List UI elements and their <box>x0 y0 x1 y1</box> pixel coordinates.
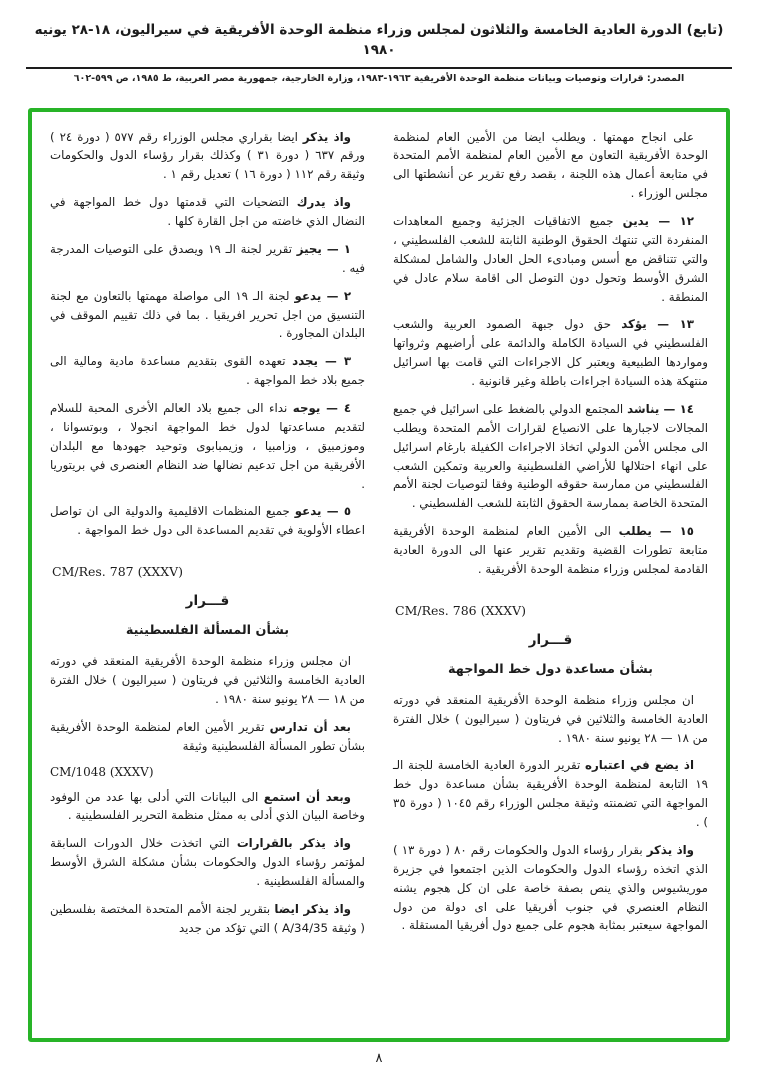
paragraph-text: بقرار رؤساء الدول والحكومات رقم ٨٠ ( دورة ١٣ ) الذي اتخذه رؤساء الدول والحكومات الذين اجتمعوا في جزيرة موريشيوس والذي ينص بصفة خاصة على ان كل هجوم يشنه النظام العنصري في جنوب أفريقيا على اى دولة من دول المواجهة سيعتبر بمثابة هجوم على جميع دول أفريقيا المستقلة . <box>393 842 708 933</box>
paragraph-text: لجنة الـ ١٩ الى مواصلة مهمتها بالتعاون مع لجنة التنسيق من اجل تحرير افريقيا . بما في ذلك تقييم الموقف في البلدان المجاورة . <box>50 288 365 341</box>
resolution-ref-786: CM/Res. 786 (XXXV) <box>395 602 527 618</box>
page-number: ٨ <box>375 1051 383 1066</box>
paragraph-lead: ٤ — يوجه <box>292 401 352 415</box>
paragraph-item-2 <box>50 287 365 344</box>
paragraph <box>50 900 365 938</box>
paragraph-text: على انجاح مهمتها . ويطلب ايضا من الأمين العام لمنظمة الوحدة الأفريقية التعاون مع الأمين العام لمنظمة الأمم المتحدة في متابعة أعمال هذه اللجنة ، بقصد رفع تقرير عن أنشطتها الى مجلس الوزراء . <box>393 129 708 201</box>
paragraph-text: تقرير لجنة الـ ١٩ ويصدق على التوصيات المدرجة فيه . <box>50 241 365 275</box>
paragraph-lead: واذ يدرك <box>296 195 351 210</box>
paragraph-text: تقرير الدورة العادية الخامسة للجنة الـ ١٩ التابعة لمنظمة الوحدة الأفريقية بشأن مساعدة دول خط المواجهة التي تضمنته وثيقة مجلس الوزراء رقم ١٠٤٥ ( دورة ٣٥ ) . <box>393 758 708 829</box>
column-left <box>50 128 365 1028</box>
paragraph-lead: ٥ — يدعو <box>294 504 352 519</box>
document-header <box>24 20 734 84</box>
paragraph-text: المجتمع الدولي بالضغط على اسرائيل في جميع المجالات لاجبارها على الانصياع لقرارات الأمم المتحدة ويطلب الى مجلس الأمن الدولي اتخاذ الاجراءات الكفيلة بارغام اسرائيل على انهاء احتلالها للأراضي الفلسطينية والعربية وتمكين الشعب الفلسطيني من ممارسة حقوقه الوطنية وفقا لتوصيات لجنة الأمم المتحدة الخاصة بممارسة الحقوق الثابتة للشعب الفلسطيني . <box>393 401 708 511</box>
paragraph-text: تقرير الأمين العام لمنظمة الوحدة الأفريقية بشأن تطور المسألة الفلسطينية وثيقة <box>50 719 365 753</box>
paragraph-text: ان مجلس وزراء منظمة الوحدة الأفريقية المنعقد في دورته العادية الخامسة والثلاثين في فريتاون ( سيراليون ) خلال الفترة من ١٨ — ٢٨ يونيو سنة ١٩٨٠ . <box>393 692 708 745</box>
paragraph <box>50 193 365 231</box>
resolution-ref-787: CM/Res. 787 (XXXV) <box>52 564 184 580</box>
paragraph-text: تعهده القوى بتقديم مساعدة مادية ومالية الى جميع بلاد خط المواجهة . <box>50 354 365 388</box>
session-title: (تابع) الدورة العادية الخامسة والثلاثون لمجلس وزراء منظمة الوحدة الأفريقية في سيراليون، ١٨-٢٨ يونيه ١٩٨٠ <box>34 22 724 59</box>
paragraph-lead: بعد أن تدارس <box>269 719 351 734</box>
paragraph-lead: ١٣ — يؤكد <box>621 317 695 332</box>
paragraph-item-5 <box>50 502 365 540</box>
paragraph-text: بتقرير لجنة الأمم المتحدة المختصة بفلسطين ( وثيقة A/34/35 ) التي تؤكد من جديد <box>50 901 365 935</box>
paragraph-item-14 <box>393 400 708 513</box>
paragraph <box>393 128 708 204</box>
paragraph-item-1 <box>50 240 365 278</box>
paragraph-item-4 <box>50 399 365 493</box>
paragraph-lead: ١٢ — يدين <box>622 214 694 228</box>
paragraph <box>50 788 365 826</box>
header-divider <box>26 67 732 69</box>
resolution-title: قـــرار <box>185 593 230 610</box>
paragraph-item-3 <box>50 352 365 390</box>
document-ref-cm1048: CM/1048 (XXXV) <box>50 764 154 779</box>
paragraph <box>393 756 708 832</box>
paragraph-lead: واذ يذكر بالقرارات <box>236 836 351 851</box>
paragraph-lead: ١٤ — يناشد <box>627 401 695 416</box>
source-line: المصدر: قرارات وتوصيات وبيانات منظمة الوحدة الأفريقية ١٩٦٣-١٩٨٣، وزارة الخارجية، جمهورية مصر العربية، ط ١٩٨٥، ص ٥٩٩-٦٠٢ <box>73 72 685 84</box>
paragraph-lead: واذ يذكر <box>302 129 352 144</box>
paragraph-text: حق دول جبهة الصمود العربية والشعب الفلسطيني في السيادة الكاملة والدائمة على أراضيهم وثرواتها ومواردها الطبيعية ويعتبر كل الاجراءات التي قامت بها اسرائيل منتهكة هذه السيادة اجراءات باطلة وغير قانونية . <box>393 317 708 388</box>
resolution-subtitle: بشأن مساعدة دول خط المواجهة <box>448 661 653 677</box>
paragraph <box>393 691 708 748</box>
paragraph-lead: ١ — يجيز <box>296 241 351 256</box>
paragraph-text: الى الأمين العام لمنظمة الوحدة الأفريقية متابعة تطورات القضية وتقديم تقرير عنها الى الدورة العادية القادمة لمجلس وزراء منظمة الوحدة الأفريقية . <box>393 524 708 576</box>
resolution-subtitle: بشأن المسألة الفلسطينية <box>125 623 290 639</box>
paragraph-item-12 <box>393 212 708 306</box>
paragraph <box>393 841 708 935</box>
paragraph-lead: واذ يذكر ايضا <box>274 901 351 916</box>
paragraph-lead: ١٥ — يطلب <box>618 524 694 539</box>
paragraph-text: جميع الاتفاقيات الجزئية وجميع المعاهدات المنفردة التي تنتهك الحقوق الوطنية الثابتة للشعب الفلسطيني ، والتي تتناقض مع أسس ومبادىء الحل العادل والشامل لمشكلة الشرق الأوسط وتحول دون التوصل الى اقامة سلام عادل في المنطقة . <box>393 214 708 304</box>
resolution-title: قـــرار <box>528 631 573 648</box>
paragraph <box>50 718 365 756</box>
paragraph-item-15 <box>393 522 708 579</box>
content-frame <box>28 108 730 1042</box>
column-right <box>393 128 708 1028</box>
paragraph-lead: وبعد أن استمع <box>263 789 351 804</box>
paragraph-item-13 <box>393 315 708 391</box>
paragraph-lead: واذ يذكر <box>646 842 694 857</box>
two-column-layout <box>50 128 708 1028</box>
paragraph-lead: اذ يضع في اعتباره <box>585 758 695 773</box>
paragraph-lead: ٢ — يدعو <box>294 288 352 303</box>
paragraph-text: نداء الى جميع بلاد العالم الأخرى المحبة للسلام لتقديم مساعدتها لدول خط المواجهة انجولا ، وبوتسوانا ، وموزمبيق ، وزامبيا ، وزيمبابوى وتوحيد جهودها مع البلدان الأفريقية من اجل تدعيم نضالها ضد النظام العنصرى في بريتوريا . <box>50 401 365 491</box>
paragraph-text: التي اتخذت خلال الدورات السابقة لمؤتمر رؤساء الدول والحكومات بشأن مشكلة الشرق الأوسط والمسألة الفلسطينية . <box>50 836 365 888</box>
paragraph-lead: ٣ — يجدد <box>292 354 352 369</box>
paragraph-text: ايضا بقراري مجلس الوزراء رقم ٥٧٧ ( دورة ٢٤ ) ورقم ٦٣٧ ( دورة ٣١ ) وكذلك بقرار رؤساء الدول والحكومات وثيقة رقم ١١٢ ( دورة ١٦ ) تعديل رقم ١ . <box>50 129 365 182</box>
paragraph <box>50 128 365 185</box>
paragraph-text: ان مجلس وزراء منظمة الوحدة الأفريقية المنعقد في دورته العادية الخامسة والثلاثين في فريتاون ( سيراليون ) خلال الفترة من ١٨ — ٢٨ يونيو سنة ١٩٨٠ . <box>50 654 365 706</box>
paragraph-text: التضحيات التي قدمتها دول خط المواجهة في النضال الذي خاضته من اجل القارة كلها . <box>50 195 365 228</box>
paragraph-text: الى البيانات التي أدلى بها عدد من الوفود وخاصة البيان الذي أدلى به ممثل منظمة التحرير الفلسطينية . <box>50 789 365 823</box>
paragraph <box>50 652 365 709</box>
paragraph-text: جميع المنظمات الاقليمية والدولية الى ان تواصل اعطاء الأولوية في تقديم المساعدة الى دول خط المواجهة . <box>50 504 365 538</box>
paragraph <box>50 834 365 891</box>
